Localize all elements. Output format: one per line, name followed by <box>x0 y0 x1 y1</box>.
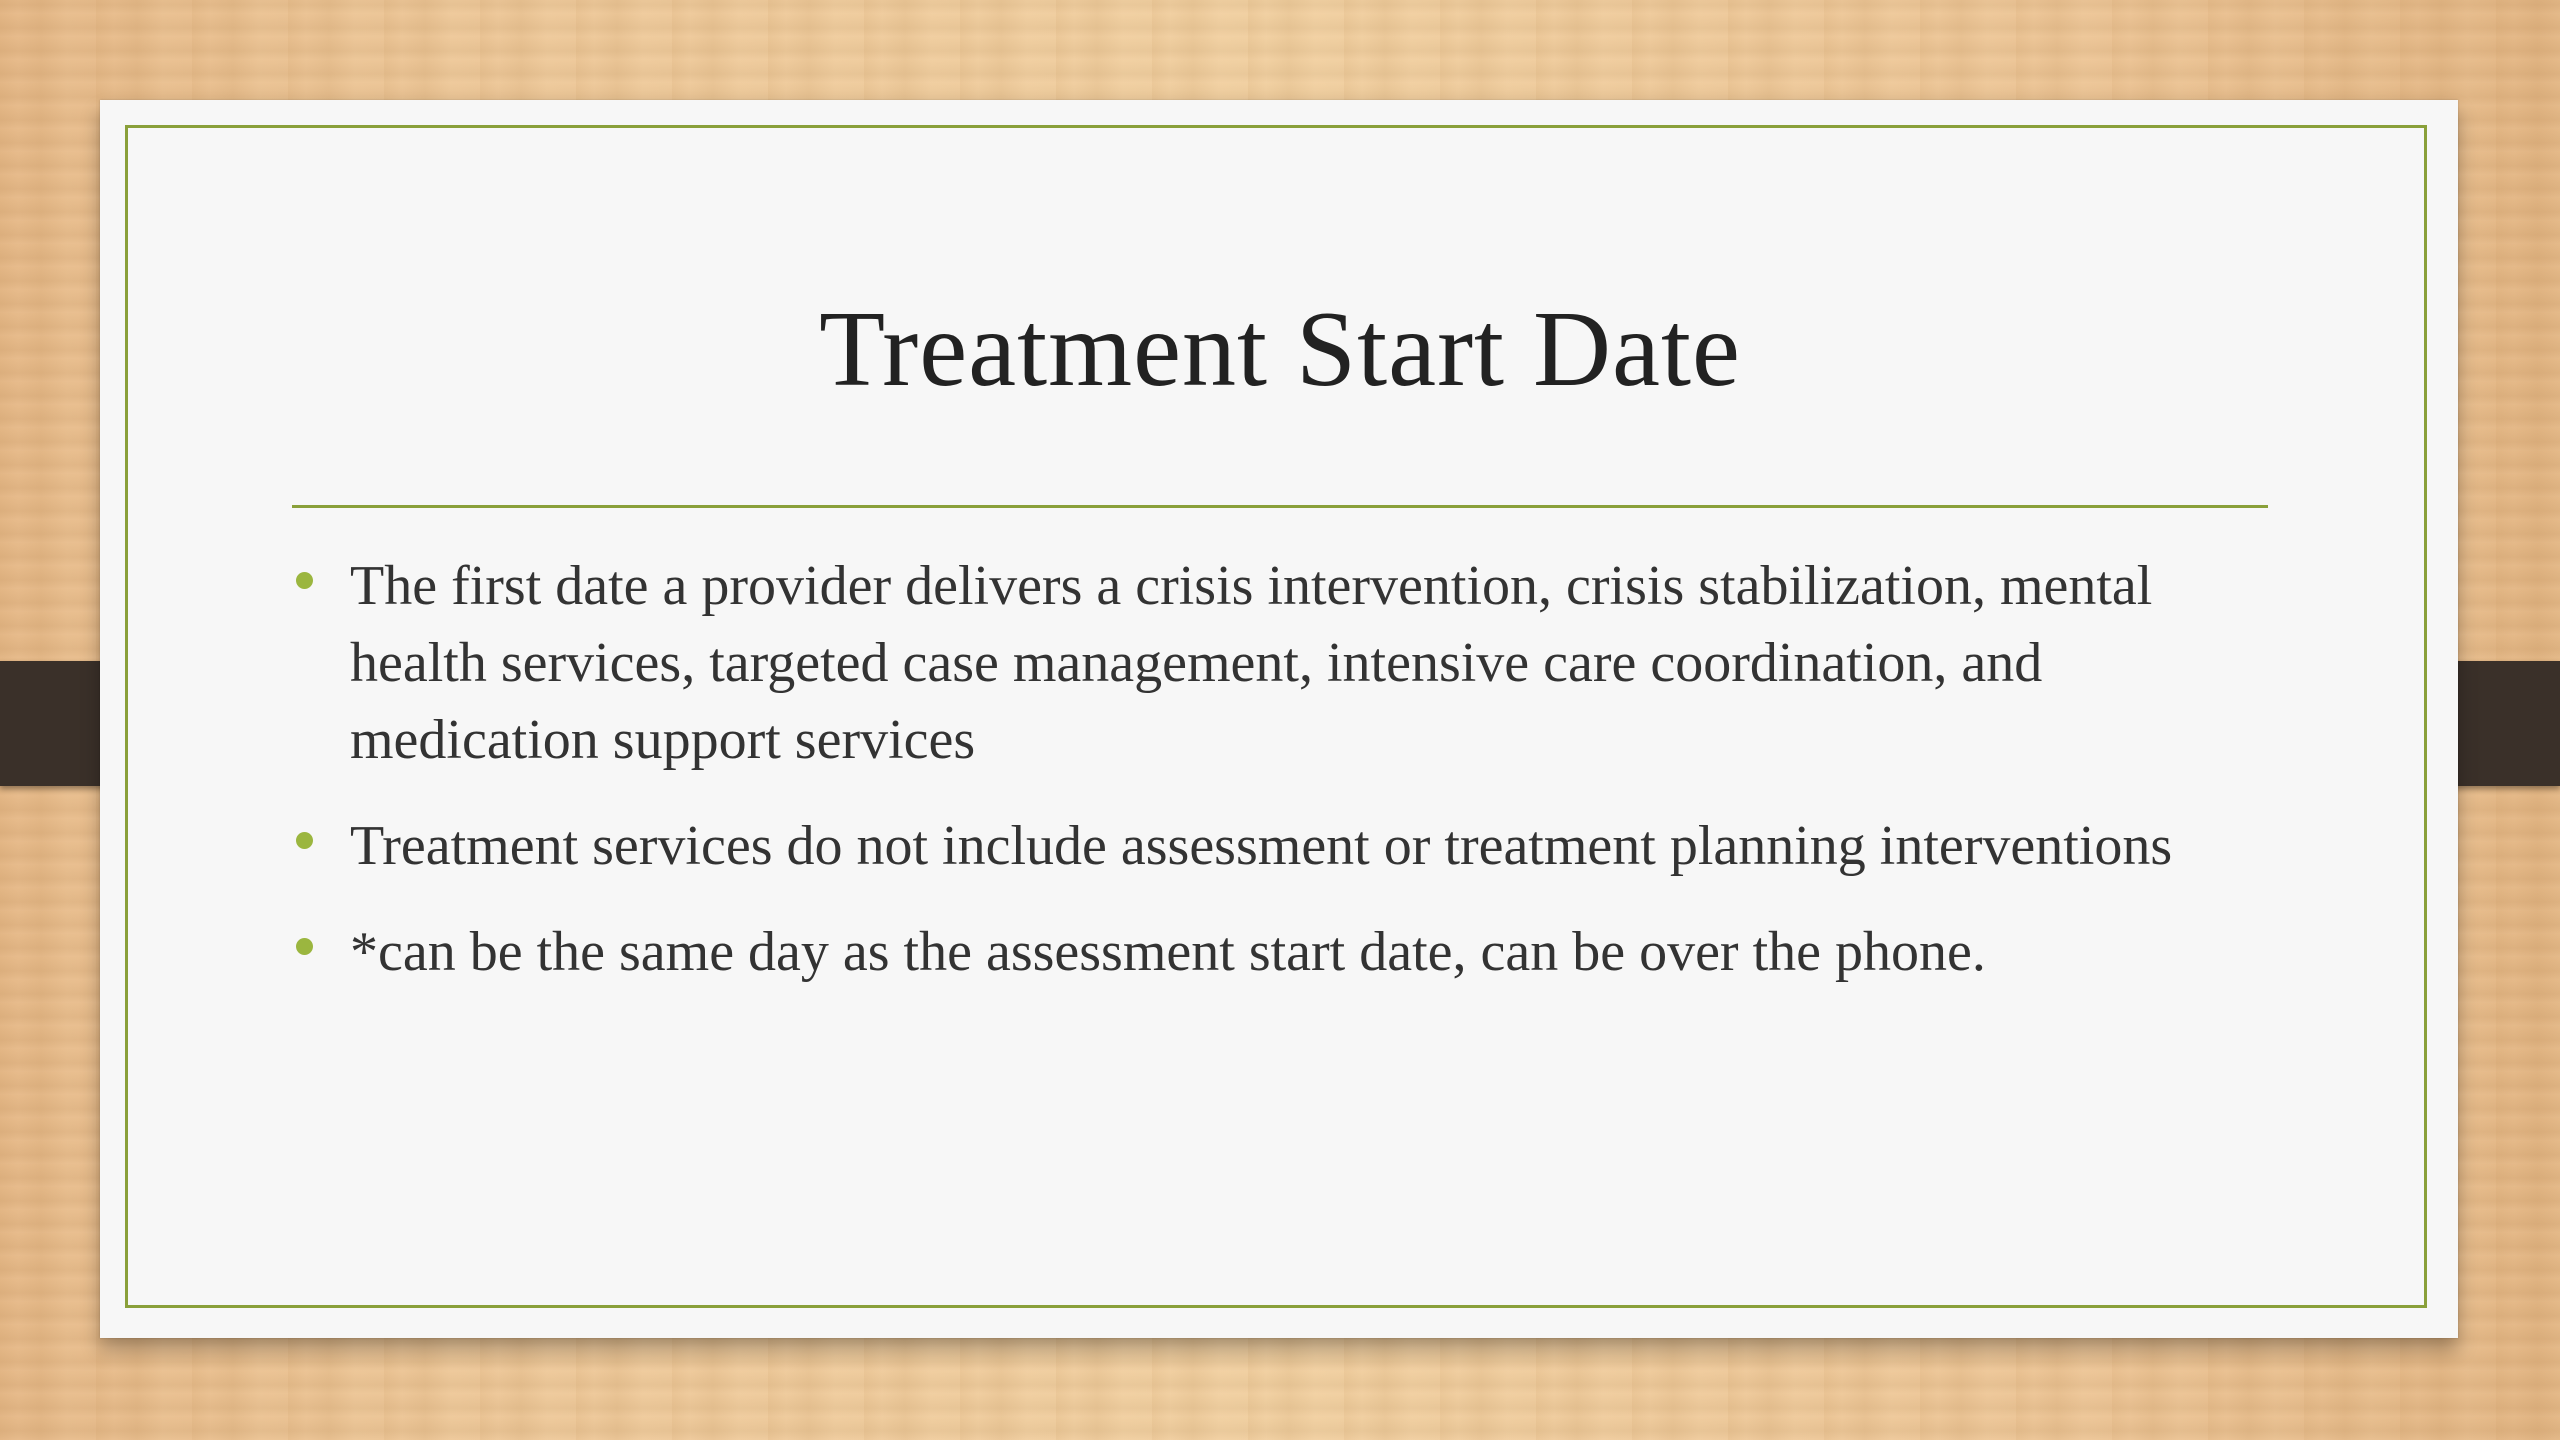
bullet-text: Treatment services do not include assessment or treatment planning interventions <box>350 815 2173 877</box>
bullet-dot-icon <box>296 572 313 589</box>
title-divider <box>292 505 2268 508</box>
bullet-text: *can be the same day as the assessment start date, can be over the phone. <box>350 921 1986 983</box>
bullet-text: The first date a provider delivers a crisis intervention, crisis stabilization, mental health services, targeted case management, intensive care coordination, and medication support services <box>350 555 2153 771</box>
bullet-item <box>292 808 2192 885</box>
bullet-item <box>292 914 2192 991</box>
bullet-list <box>292 548 2192 1020</box>
bullet-dot-icon <box>296 832 313 849</box>
bullet-item <box>292 548 2192 779</box>
bullet-dot-icon <box>296 938 313 955</box>
slide-title: Treatment Start Date <box>819 290 1741 409</box>
